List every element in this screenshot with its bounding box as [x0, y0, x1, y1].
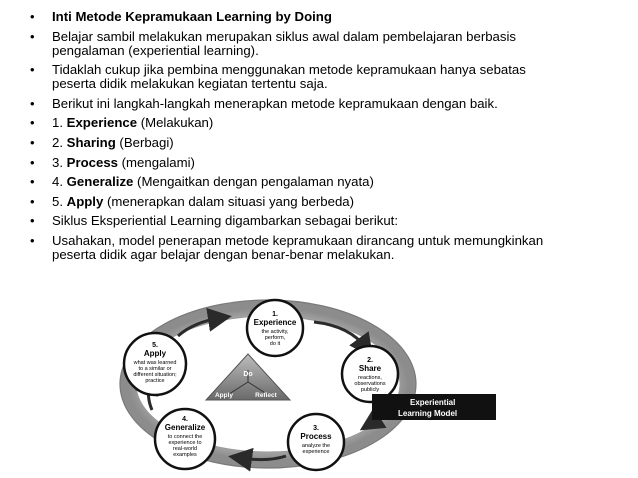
bullet-item: • 1. Experience (Melakukan) — [28, 116, 628, 130]
svg-text:2.: 2. — [367, 357, 373, 364]
svg-text:1.: 1. — [272, 311, 278, 318]
svg-text:analyze the: analyze the — [301, 443, 331, 449]
svg-text:perform,: perform, — [264, 335, 286, 341]
svg-text:different situation;: different situation; — [133, 372, 177, 378]
node-share — [342, 346, 398, 402]
bullet-item: • 3. Process (mengalami) — [28, 156, 628, 170]
svg-text:Apply: Apply — [143, 349, 167, 358]
bullet-item: • 2. Sharing (Berbagi) — [28, 136, 628, 150]
svg-text:publicly: publicly — [360, 387, 380, 393]
node-experience — [247, 300, 303, 356]
bullet-item: • Berikut ini langkah-langkah menerapkan metode kepramukaan dengan baik. — [28, 97, 628, 111]
bullet-item: • Inti Metode Kepramukaan Learning by Doing — [28, 10, 628, 24]
svg-text:Experiential: Experiential — [410, 398, 456, 407]
bullet-item: • Tidaklah cukup jika pembina menggunakan metode kepramukaan hanya sebatas peserta didik melakukan kegiatan tertentu saja. — [28, 63, 628, 91]
svg-text:Experience: Experience — [253, 318, 297, 327]
svg-text:5.: 5. — [152, 342, 158, 349]
experiential-learning-diagram — [100, 296, 498, 478]
experiential-learning-banner — [372, 394, 496, 420]
bullet-item: • 4. Generalize (Mengaitkan dengan pengalaman nyata) — [28, 175, 628, 189]
svg-text:Generalize: Generalize — [164, 423, 206, 432]
svg-text:experience: experience — [302, 449, 330, 455]
bullet-item: • Usahakan, model penerapan metode kepramukaan dirancang untuk memungkinkan peserta didik agar belajar dengan benar-benar melakukan. — [28, 234, 628, 262]
svg-text:Process: Process — [300, 432, 332, 441]
svg-text:Share: Share — [358, 364, 382, 373]
node-process — [288, 414, 344, 470]
svg-text:to a similar or: to a similar or — [138, 366, 172, 372]
svg-text:do it: do it — [269, 341, 281, 347]
svg-text:practice: practice — [145, 378, 165, 384]
triangle-apply-label: Apply — [214, 392, 234, 399]
bullet-item: • Belajar sambil melakukan merupakan siklus awal dalam pembelajaran berbasis pengalaman (experiential learning). — [28, 30, 628, 58]
svg-text:what was learned: what was learned — [133, 360, 177, 366]
bullet-item: • Siklus Eksperiential Learning digambarkan sebagai berikut: — [28, 214, 628, 228]
svg-text:the activity,: the activity, — [261, 329, 289, 335]
svg-text:reactions,: reactions, — [358, 375, 382, 381]
svg-text:real-world: real-world — [172, 446, 198, 452]
node-generalize — [155, 409, 215, 469]
svg-text:examples: examples — [173, 452, 197, 458]
svg-text:3.: 3. — [313, 425, 319, 432]
bullet-list — [28, 10, 628, 268]
triangle-reflect-label: Reflect — [255, 392, 277, 399]
node-apply — [124, 333, 186, 395]
svg-text:to connect the: to connect the — [167, 434, 203, 440]
svg-text:experience to: experience to — [168, 440, 202, 446]
bullet-item: • 5. Apply (menerapkan dalam situasi yang berbeda) — [28, 195, 628, 209]
svg-text:Learning Model: Learning Model — [398, 409, 458, 418]
svg-text:4.: 4. — [182, 416, 188, 423]
triangle-do-label: Do — [243, 371, 253, 378]
svg-text:observations: observations — [354, 381, 386, 387]
